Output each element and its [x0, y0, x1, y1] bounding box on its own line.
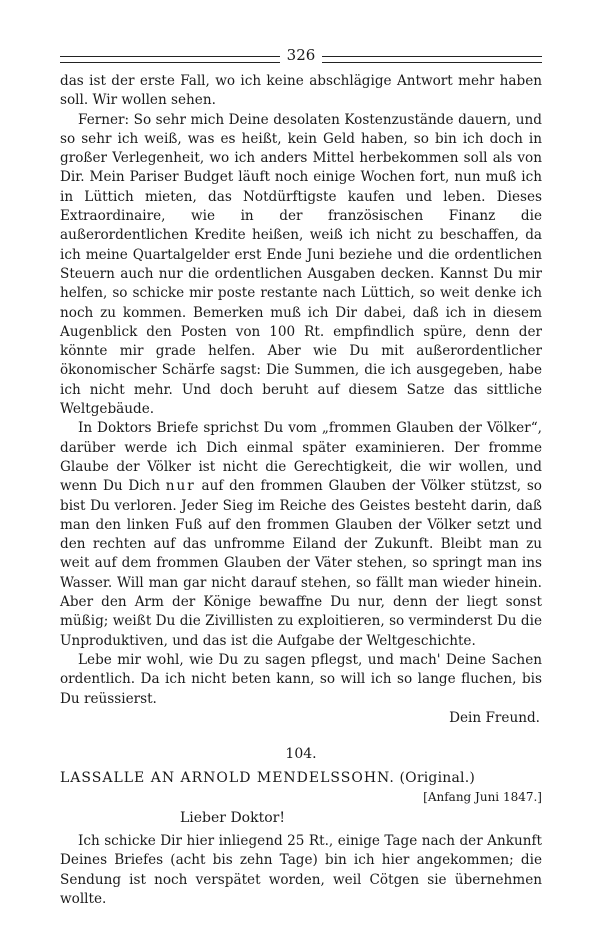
letter-number: 104.	[285, 746, 317, 763]
letter-heading	[60, 768, 542, 788]
emphasis-word: nur	[165, 478, 196, 495]
letter-heading-title: LASSALLE AN ARNOLD MENDELSSOHN.	[60, 770, 395, 787]
letter-104-paragraph-1: Ich schicke Dir hier inliegend 25 Rt., einige Tage nach der Ankunft Deines Briefes (acht bis zehn Tage) bin ich hier angekommen; die Sendung ist noch verspätet worden, weil Cötgen sie übernehmen wollte.	[60, 833, 542, 907]
paragraph-3-part-a: In Doktors Briefe sprichst Du vom „frommen Glauben der Völker“, darüber werde ich Dich einmal später examinieren. Der fromme Glaube der Völker ist nicht die Gerechtigkeit, die wir wollen, und wenn Du Dich	[60, 420, 542, 495]
page-number: 326	[286, 46, 316, 64]
letter-104-body	[60, 832, 542, 909]
letter-103-body	[60, 72, 542, 709]
letter-date: [Anfang Juni 1847.]	[423, 790, 542, 805]
paragraph-2: Ferner: So sehr mich Deine desolaten Kostenzustände dauern, und so sehr ich weiß, was es heißt, kein Geld haben, so bin ich doch in großer Verlegenheit, wo ich anders Mittel herbekommen soll als von Dir. Mein Pariser Budget läuft noch einige Wochen fort, nun muß ich in Lüttich mieten, das Notdürftigste kaufen und leben. Dieses Extraordinaire, wie in der französischen Finanz die außerordentlichen Kredite heißen, weiß ich nicht zu beschaffen, da ich meine Quartalgelder erst Ende Juni beziehe und die ordentlichen Steuern auch nur die ordentlichen Ausgaben decken. Kannst Du mir helfen, so schicke mir poste restante nach Lüttich, so weit denke ich noch zu kommen. Bemerken muß ich Dir dabei, daß ich in diesem Augenblick den Posten von 100 Rt. empfindlich spüre, denn der könnte mir grade helfen. Aber wie Du mit außerordentlicher ökonomischer Schärfe sagst: Die Summen, die ich ausgegeben, habe ich nicht mehr. Und doch beruht auf diesem Satze das sittliche Weltgebäude.	[60, 111, 542, 418]
letter-heading-note: (Original.)	[399, 770, 476, 787]
paragraph-1: das ist der erste Fall, wo ich keine abschlägige Antwort mehr haben soll. Wir wollen sehen.	[60, 73, 542, 109]
paragraph-3	[60, 419, 542, 651]
page-header	[60, 46, 542, 72]
letter-salutation: Lieber Doktor!	[180, 810, 285, 827]
header-rule-right	[322, 56, 542, 63]
paragraph-3-part-b: auf den frommen Glauben der Völker stützst, so bist Du verloren. Jeder Sieg im Reiche des Geistes besteht darin, daß man den linken Fuß auf den frommen Glauben der Völker setzt und den rechten auf das unfromme Eiland der Zukunft. Bleibt man zu weit auf dem frommen Glauben der Väter stehen, so springt man ins Wasser. Will man gar nicht darauf stehen, so fällt man wieder hinein. Aber den Arm der Könige bewaffne Du nur, denn der liegt sonst müßig; weißt Du die Zivillisten zu exploitieren, so verminderst Du die Unproduktiven, und das ist die Aufgabe der Weltgeschichte.	[60, 478, 542, 649]
closing-signature: Dein Freund.	[449, 709, 540, 726]
page	[60, 46, 542, 909]
paragraph-4: Lebe mir wohl, wie Du zu sagen pflegst, und mach' Deine Sachen ordentlich. Da ich nicht beten kann, so will ich so lange fluchen, bis Du reüssierst.	[60, 651, 542, 707]
